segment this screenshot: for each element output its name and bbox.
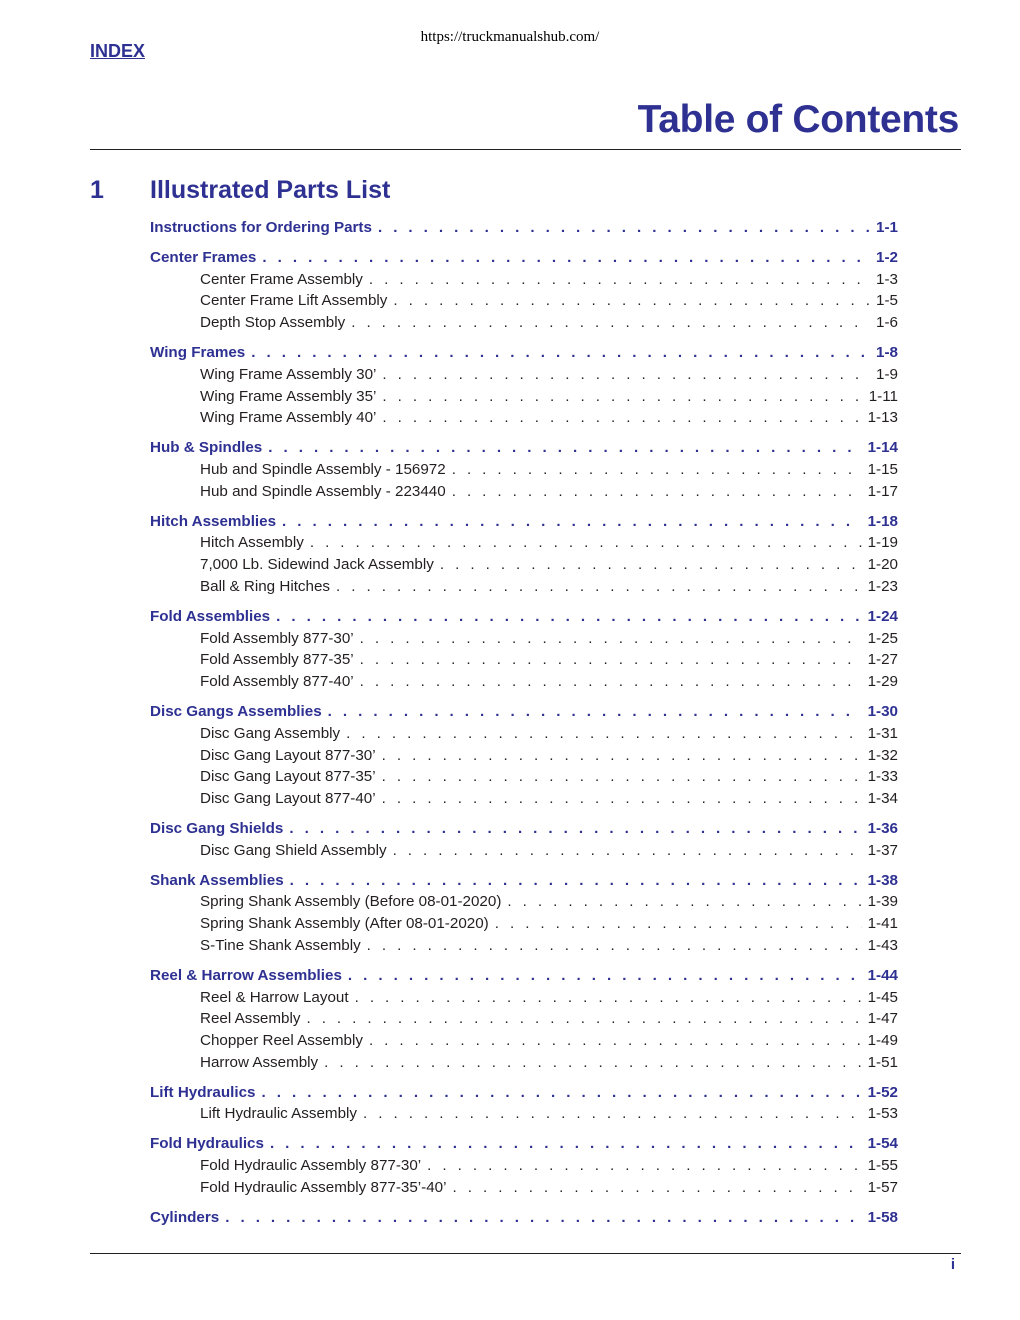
dot-leader xyxy=(393,840,862,862)
toc-subsection-entry-page: 1-53 xyxy=(867,1105,898,1123)
toc-subsection-entry-page: 1-47 xyxy=(867,1010,898,1028)
toc-subsection-entry-label: Fold Assembly 877-35’ xyxy=(200,651,354,669)
toc-subsection-entry-page: 1-13 xyxy=(867,409,898,427)
toc-subsection-entry-label: Disc Gang Layout 877-30’ xyxy=(200,746,376,764)
toc-section xyxy=(150,965,898,1074)
toc-subsection-entry-page: 1-19 xyxy=(867,534,898,552)
toc-subsection-entry-page: 1-3 xyxy=(876,270,898,288)
toc-subsection-entry-page: 1-5 xyxy=(876,292,898,310)
toc-subsection-entry-page: 1-34 xyxy=(867,790,898,808)
toc-section-entry-page: 1-44 xyxy=(867,966,898,984)
dot-leader xyxy=(360,671,862,693)
toc-section-entry[interactable] xyxy=(150,818,898,840)
toc-subsection-entry-page: 1-32 xyxy=(867,746,898,764)
toc-section-entry-page: 1-1 xyxy=(876,219,898,236)
toc-subsection-entry-label: Lift Hydraulic Assembly xyxy=(200,1105,357,1123)
toc-section xyxy=(150,1082,898,1126)
toc-section xyxy=(150,217,898,239)
dot-leader xyxy=(351,312,870,334)
toc-section xyxy=(150,606,898,693)
toc-subsection-entry[interactable] xyxy=(150,1177,898,1199)
toc-subsection-entry[interactable] xyxy=(150,269,898,291)
dot-leader xyxy=(363,1103,862,1125)
toc-section-entry-page: 1-52 xyxy=(867,1083,898,1101)
toc-subsection-entry-page: 1-51 xyxy=(867,1053,898,1071)
dot-leader xyxy=(452,481,862,503)
dot-leader xyxy=(268,437,861,459)
toc-section-entry-label: Shank Assemblies xyxy=(150,871,284,889)
toc-section-entry-page: 1-18 xyxy=(867,512,898,530)
dot-leader xyxy=(289,818,861,840)
toc-subsection-entry[interactable] xyxy=(150,671,898,693)
toc-subsection-entry-label: Harrow Assembly xyxy=(200,1053,319,1071)
dot-leader xyxy=(495,913,862,935)
toc-section-entry-label: Fold Assemblies xyxy=(150,607,271,625)
footer-divider xyxy=(90,1253,961,1254)
toc-subsection-entry[interactable] xyxy=(150,788,898,810)
toc-subsection-entry-page: 1-25 xyxy=(867,629,898,647)
dot-leader xyxy=(251,342,870,364)
toc-subsection-entry[interactable] xyxy=(150,1155,898,1177)
toc-subsection-entry-page: 1-39 xyxy=(867,893,898,911)
toc-section-entry-label: Disc Gangs Assemblies xyxy=(150,702,322,720)
toc-subsection-entry[interactable] xyxy=(150,1030,898,1052)
dot-leader xyxy=(225,1207,861,1229)
dot-leader xyxy=(507,891,861,913)
toc-subsection-entry-page: 1-31 xyxy=(867,724,898,742)
toc-section-entry-label: Cylinders xyxy=(150,1208,220,1226)
toc-section xyxy=(150,511,898,598)
dot-leader xyxy=(276,606,861,628)
toc-section-entry-label: Instructions for Ordering Parts xyxy=(150,219,372,236)
toc-subsection-entry[interactable] xyxy=(150,649,898,671)
toc-section-entry-page: 1-54 xyxy=(867,1135,898,1153)
page-number: i xyxy=(950,1256,955,1273)
toc-subsection-entry[interactable] xyxy=(150,628,898,650)
toc-subsection-entry[interactable] xyxy=(150,1103,898,1125)
dot-leader xyxy=(270,1133,862,1155)
dot-leader xyxy=(382,407,861,429)
toc-subsection-entry[interactable] xyxy=(150,459,898,481)
dot-leader xyxy=(328,701,862,723)
toc-section-entry-page: 1-8 xyxy=(876,343,898,361)
toc-subsection-entry-label: Disc Gang Shield Assembly xyxy=(200,841,387,859)
toc-subsection-entry-label: Hitch Assembly xyxy=(200,534,304,552)
toc-section-entry-page: 1-2 xyxy=(876,248,898,266)
toc-subsection-entry-label: Hub and Spindle Assembly - 156972 xyxy=(200,460,446,478)
toc-subsection-entry-page: 1-41 xyxy=(867,915,898,933)
toc-subsection-entry-label: Ball & Ring Hitches xyxy=(200,577,330,595)
toc-subsection-entry-label: S-Tine Shank Assembly xyxy=(200,936,361,954)
toc-subsection-entry-page: 1-15 xyxy=(867,460,898,478)
toc-subsection-entry-page: 1-20 xyxy=(867,556,898,574)
dot-leader xyxy=(369,269,870,291)
toc-subsection-entry-label: Disc Gang Layout 877-40’ xyxy=(200,790,376,808)
toc-section-entry-page: 1-36 xyxy=(867,819,898,837)
toc-section xyxy=(150,342,898,429)
index-link[interactable]: INDEX xyxy=(90,41,146,61)
toc-subsection-entry-page: 1-11 xyxy=(868,387,898,405)
toc-section-entry-label: Hitch Assemblies xyxy=(150,512,277,530)
toc-subsection-entry-label: Fold Hydraulic Assembly 877-35’-40’ xyxy=(200,1178,447,1196)
toc-subsection-entry-page: 1-29 xyxy=(867,673,898,691)
chapter-heading xyxy=(90,176,961,208)
dot-leader xyxy=(282,511,862,533)
toc-section xyxy=(150,1207,898,1229)
toc-subsection-entry-label: Fold Assembly 877-40’ xyxy=(200,673,354,691)
toc-subsection-entry[interactable] xyxy=(150,576,898,598)
toc-subsection-entry-label: Wing Frame Assembly 35’ xyxy=(200,387,377,405)
dot-leader xyxy=(452,459,862,481)
toc-section xyxy=(150,437,898,502)
dot-leader xyxy=(382,788,862,810)
dot-leader xyxy=(369,1030,862,1052)
dot-leader xyxy=(360,628,862,650)
toc-subsection-entry-label: Fold Assembly 877-30’ xyxy=(200,629,354,647)
toc-subsection-entry-label: Fold Hydraulic Assembly 877-30’ xyxy=(200,1157,422,1175)
toc-subsection-entry-label: 7,000 Lb. Sidewind Jack Assembly xyxy=(200,556,434,574)
dot-leader xyxy=(290,870,862,892)
dot-leader xyxy=(262,247,870,269)
toc-subsection-entry-label: Spring Shank Assembly (Before 08-01-2020) xyxy=(200,893,502,911)
toc-section xyxy=(150,701,898,810)
dot-leader xyxy=(336,576,862,598)
dot-leader xyxy=(382,364,870,386)
toc-section xyxy=(150,870,898,957)
toc-section-entry-label: Wing Frames xyxy=(150,343,246,361)
toc-subsection-entry[interactable] xyxy=(150,554,898,576)
toc-list xyxy=(150,217,898,1236)
toc-subsection-entry-label: Center Frame Lift Assembly xyxy=(200,292,388,310)
dot-leader xyxy=(346,723,861,745)
toc-section-entry[interactable] xyxy=(150,437,898,459)
toc-subsection-entry-page: 1-9 xyxy=(876,365,898,383)
toc-subsection-entry-label: Disc Gang Assembly xyxy=(200,724,341,742)
toc-subsection-entry-page: 1-27 xyxy=(867,651,898,669)
source-url: https://truckmanualshub.com/ xyxy=(420,29,600,45)
toc-section-entry-label: Disc Gang Shields xyxy=(150,819,284,837)
toc-section-entry-page: 1-30 xyxy=(867,702,898,720)
toc-subsection-entry[interactable] xyxy=(150,312,898,334)
dot-leader xyxy=(306,1008,861,1030)
toc-subsection-entry[interactable] xyxy=(150,364,898,386)
toc-section-entry[interactable] xyxy=(150,870,898,892)
toc-section-entry-label: Fold Hydraulics xyxy=(150,1135,264,1153)
toc-subsection-entry[interactable] xyxy=(150,1052,898,1074)
toc-subsection-entry-page: 1-6 xyxy=(876,314,898,332)
toc-section-entry-page: 1-58 xyxy=(867,1208,898,1226)
toc-section-entry-label: Hub & Spindles xyxy=(150,439,263,457)
toc-subsection-entry-label: Wing Frame Assembly 30’ xyxy=(200,365,377,383)
dot-leader xyxy=(378,217,870,239)
toc-subsection-entry-label: Chopper Reel Assembly xyxy=(200,1032,363,1050)
toc-section-entry[interactable] xyxy=(150,701,898,723)
dot-leader xyxy=(382,766,862,788)
toc-subsection-entry-page: 1-45 xyxy=(867,988,898,1006)
toc-section-entry-page: 1-38 xyxy=(867,871,898,889)
toc-subsection-entry-label: Depth Stop Assembly xyxy=(200,314,346,332)
title-divider xyxy=(90,149,961,150)
toc-subsection-entry-page: 1-17 xyxy=(867,482,898,500)
toc-section-entry[interactable] xyxy=(150,1133,898,1155)
toc-subsection-entry[interactable] xyxy=(150,766,898,788)
dot-leader xyxy=(382,745,862,767)
toc-subsection-entry[interactable] xyxy=(150,891,898,913)
toc-subsection-entry-label: Disc Gang Layout 877-35’ xyxy=(200,768,376,786)
toc-subsection-entry-page: 1-37 xyxy=(867,841,898,859)
toc-section-entry[interactable] xyxy=(150,247,898,269)
toc-subsection-entry-label: Reel & Harrow Layout xyxy=(200,988,349,1006)
toc-subsection-entry[interactable] xyxy=(150,481,898,503)
toc-subsection-entry-page: 1-55 xyxy=(867,1157,898,1175)
dot-leader xyxy=(440,554,862,576)
toc-section-entry[interactable] xyxy=(150,1207,898,1229)
toc-section-entry[interactable] xyxy=(150,342,898,364)
toc-subsection-entry[interactable] xyxy=(150,745,898,767)
dot-leader xyxy=(382,386,862,408)
toc-subsection-entry-page: 1-23 xyxy=(867,577,898,595)
dot-leader xyxy=(262,1082,862,1104)
toc-subsection-entry-label: Spring Shank Assembly (After 08-01-2020) xyxy=(200,915,489,933)
toc-subsection-entry-label: Reel Assembly xyxy=(200,1010,301,1028)
toc-section-entry-label: Reel & Harrow Assemblies xyxy=(150,966,342,984)
chapter-title: Illustrated Parts List xyxy=(150,176,391,204)
toc-subsection-entry-label: Wing Frame Assembly 40’ xyxy=(200,409,377,427)
toc-subsection-entry[interactable] xyxy=(150,532,898,554)
toc-subsection-entry-page: 1-43 xyxy=(867,936,898,954)
toc-section-entry-label: Lift Hydraulics xyxy=(150,1083,256,1101)
toc-section xyxy=(150,818,898,862)
dot-leader xyxy=(393,290,870,312)
toc-section-entry-label: Center Frames xyxy=(150,248,257,266)
toc-section xyxy=(150,247,898,334)
toc-subsection-entry[interactable] xyxy=(150,386,898,408)
toc-section-entry[interactable] xyxy=(150,606,898,628)
toc-subsection-entry[interactable] xyxy=(150,935,898,957)
page-title: Table of Contents xyxy=(637,98,959,141)
dot-leader xyxy=(355,987,862,1009)
dot-leader xyxy=(360,649,862,671)
toc-subsection-entry-page: 1-33 xyxy=(867,768,898,786)
toc-section-entry-page: 1-24 xyxy=(867,607,898,625)
toc-subsection-entry[interactable] xyxy=(150,913,898,935)
toc-section-entry-page: 1-14 xyxy=(867,439,898,457)
toc-section xyxy=(150,1133,898,1198)
toc-section-entry[interactable] xyxy=(150,1082,898,1104)
toc-subsection-entry[interactable] xyxy=(150,987,898,1009)
toc-section-entry[interactable] xyxy=(150,511,898,533)
toc-subsection-entry[interactable] xyxy=(150,840,898,862)
toc-subsection-entry[interactable] xyxy=(150,407,898,429)
toc-subsection-entry-label: Hub and Spindle Assembly - 223440 xyxy=(200,482,446,500)
toc-section-entry[interactable] xyxy=(150,965,898,987)
toc-subsection-entry-page: 1-49 xyxy=(867,1032,898,1050)
toc-section-entry[interactable] xyxy=(150,217,898,239)
dot-leader xyxy=(427,1155,861,1177)
dot-leader xyxy=(348,965,862,987)
dot-leader xyxy=(324,1052,861,1074)
toc-subsection-entry[interactable] xyxy=(150,723,898,745)
dot-leader xyxy=(453,1177,862,1199)
toc-subsection-entry-page: 1-57 xyxy=(867,1178,898,1196)
dot-leader xyxy=(310,532,862,554)
toc-subsection-entry[interactable] xyxy=(150,290,898,312)
toc-subsection-entry[interactable] xyxy=(150,1008,898,1030)
chapter-number: 1 xyxy=(90,176,104,204)
toc-subsection-entry-label: Center Frame Assembly xyxy=(200,270,363,288)
dot-leader xyxy=(367,935,862,957)
